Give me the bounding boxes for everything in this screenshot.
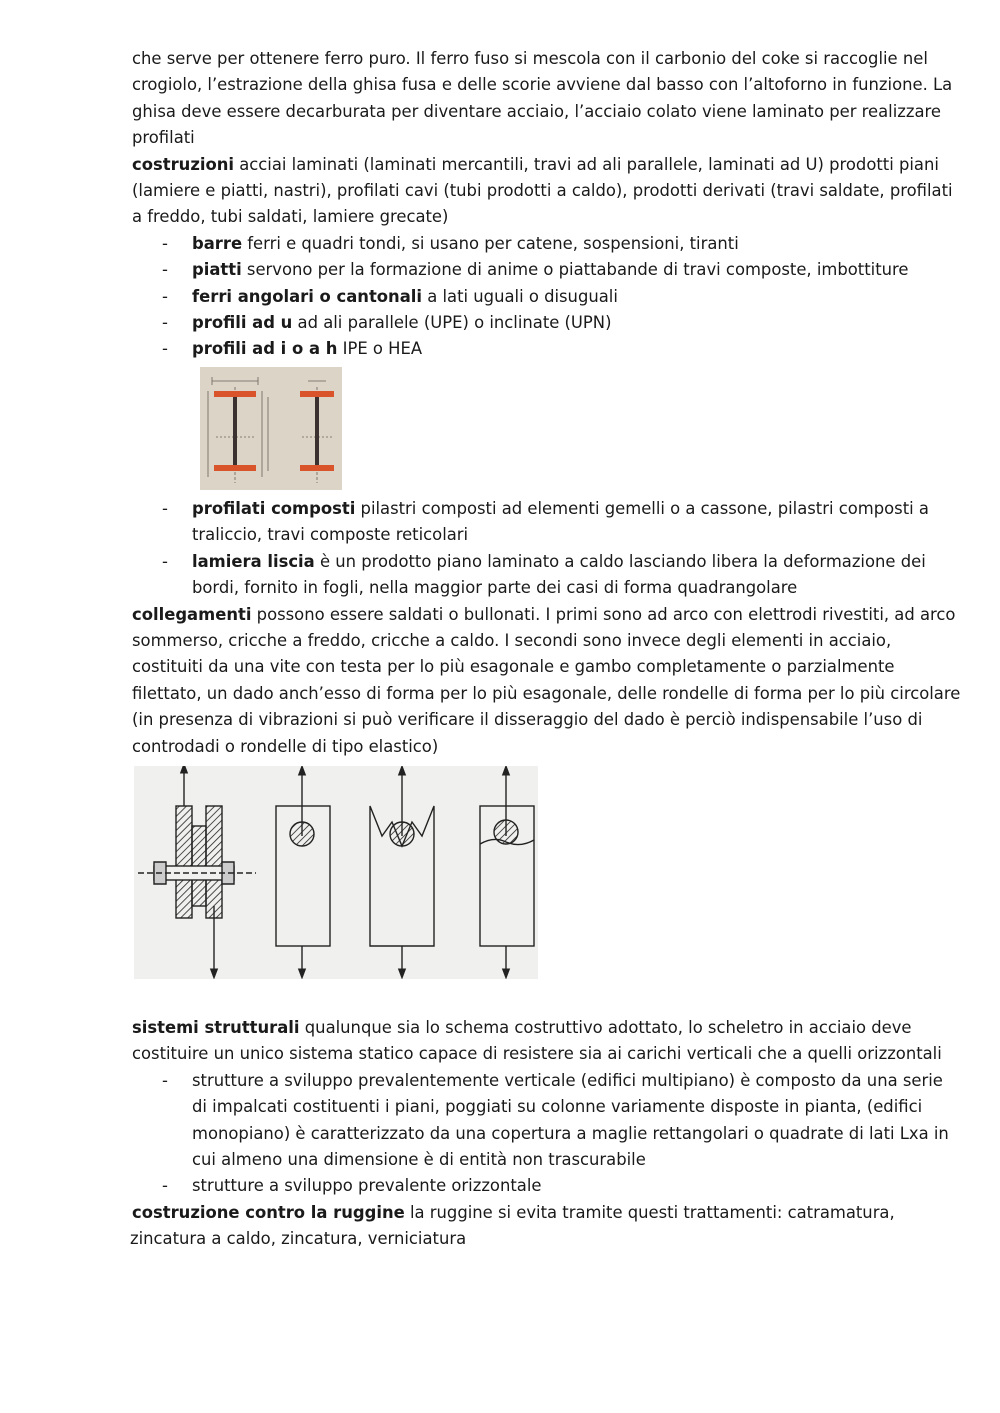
- ruggine-paragraph: [132, 1200, 962, 1226]
- collegamenti-text: possono essere saldati o bullonati. I primi sono ad arco con elettrodi rivestiti, ad arco sommerso, cricche a freddo, cricche a caldo. I secondi sono invece degli elementi in acciaio, costituiti da una vite con testa per lo più esagonale e gambo completamente o parzialmente filettato, un dado anch’esso di forma per lo più esagonale, delle rondelle di forma per lo più circolare (in presenza di vibrazioni si può verificare il disseraggio del dado è perciò indispensabile l’uso di controdadi o rondelle di tipo elastico): [132, 604, 961, 756]
- list-item: [132, 1068, 962, 1174]
- costruzioni-text: acciai laminati (laminati mercantili, travi ad ali parallele, laminati ad U) prodotti piani (lamiere e piatti, nastri), profilati cavi (tubi prodotti a caldo), prodotti derivati (travi saldate, profilati a freddo, tubi saldati, lamiere grecate): [132, 154, 953, 227]
- document-page: [132, 46, 962, 1253]
- list-item-text: IPE o HEA: [337, 339, 423, 359]
- sistemi-term: sistemi strutturali: [132, 1017, 300, 1037]
- costruzioni-term: costruzioni: [132, 154, 235, 174]
- dash-bullet: -: [162, 233, 168, 253]
- composite-profiles-list: [132, 496, 962, 602]
- ruggine-term: costruzione contro la ruggine: [132, 1202, 405, 1222]
- list-item-term: piatti: [192, 260, 242, 280]
- i-beam-sections-figure: [200, 367, 342, 490]
- list-item: [132, 310, 962, 336]
- list-item: [132, 496, 962, 549]
- list-item-text: a lati uguali o disuguali: [422, 286, 618, 306]
- collegamenti-paragraph: [132, 602, 962, 760]
- list-item: [132, 1173, 962, 1199]
- list-item-term: ferri angolari o cantonali: [192, 286, 423, 306]
- dash-bullet: -: [162, 339, 168, 359]
- dash-bullet: -: [162, 1176, 168, 1196]
- sistemi-text: qualunque sia lo schema costruttivo adottato, lo scheletro in acciaio deve costituire un unico sistema statico capace di resistere sia ai carichi verticali che a quelli orizzontali: [132, 1017, 942, 1064]
- i-beam-drawing: [200, 367, 342, 490]
- dash-bullet: -: [162, 313, 168, 333]
- sistemi-paragraph: [132, 1015, 962, 1068]
- dash-bullet: -: [162, 498, 168, 518]
- list-item-text: ferri e quadri tondi, si usano per catene, sospensioni, tiranti: [242, 233, 739, 253]
- ruggine-treatments-line: zincatura a caldo, zincatura, verniciatura: [130, 1229, 467, 1249]
- list-item-text: strutture a sviluppo prevalente orizzontale: [192, 1176, 542, 1196]
- list-item-term: profilati composti: [192, 498, 356, 518]
- list-item: [132, 336, 962, 362]
- dash-bullet: -: [162, 551, 168, 571]
- list-item-term: profili ad i o a h: [192, 339, 338, 359]
- costruzioni-paragraph: [132, 152, 962, 231]
- list-item-term: profili ad u: [192, 313, 293, 333]
- bolt-failure-drawing: [134, 766, 538, 979]
- bolted-connection-figure: [134, 766, 538, 979]
- list-item: [132, 257, 962, 283]
- list-item-text: strutture a sviluppo prevalentemente verticale (edifici multipiano) è composto da una serie di impalcati costituenti i piani, poggiati su colonne variamente disposte in pianta, (edifici monopiano) è caratterizzato da una copertura a maglie rettangolari o quadrate di lati Lxa in cui almeno una dimensione è di entità non trascurabile: [192, 1070, 949, 1169]
- collegamenti-term: collegamenti: [132, 604, 252, 624]
- dash-bullet: -: [162, 286, 168, 306]
- list-item-text: è un prodotto piano laminato a caldo lasciando libera la deformazione dei bordi, fornito in fogli, nella maggior parte dei casi di forma quadrangolare: [192, 551, 926, 598]
- list-item-term: barre: [192, 233, 243, 253]
- list-item-text: ad ali parallele (UPE) o inclinate (UPN): [292, 313, 612, 333]
- structures-list: [132, 1068, 962, 1200]
- list-item: [132, 284, 962, 310]
- dash-bullet: -: [162, 1070, 168, 1090]
- list-item-text: pilastri composti ad elementi gemelli o a cassone, pilastri composti a traliccio, travi composte reticolari: [192, 498, 929, 545]
- dash-bullet: -: [162, 260, 168, 280]
- list-item: [132, 549, 962, 602]
- profile-types-list: [132, 231, 962, 363]
- list-item-text: servono per la formazione di anime o piattabande di travi composte, imbottiture: [241, 260, 909, 280]
- list-item-term: lamiera liscia: [192, 551, 315, 571]
- ruggine-text: la ruggine si evita tramite questi trattamenti: catramatura,: [404, 1202, 895, 1222]
- list-item: [132, 231, 962, 257]
- intro-paragraph: che serve per ottenere ferro puro. Il ferro fuso si mescola con il carbonio del coke si raccoglie nel crogiolo, l’estrazione della ghisa fusa e delle scorie avviene dal basso con l’altoforno in funzione. La ghisa deve essere decarburata per diventare acciaio, l’acciaio colato viene laminato per realizzare profilati: [132, 49, 953, 148]
